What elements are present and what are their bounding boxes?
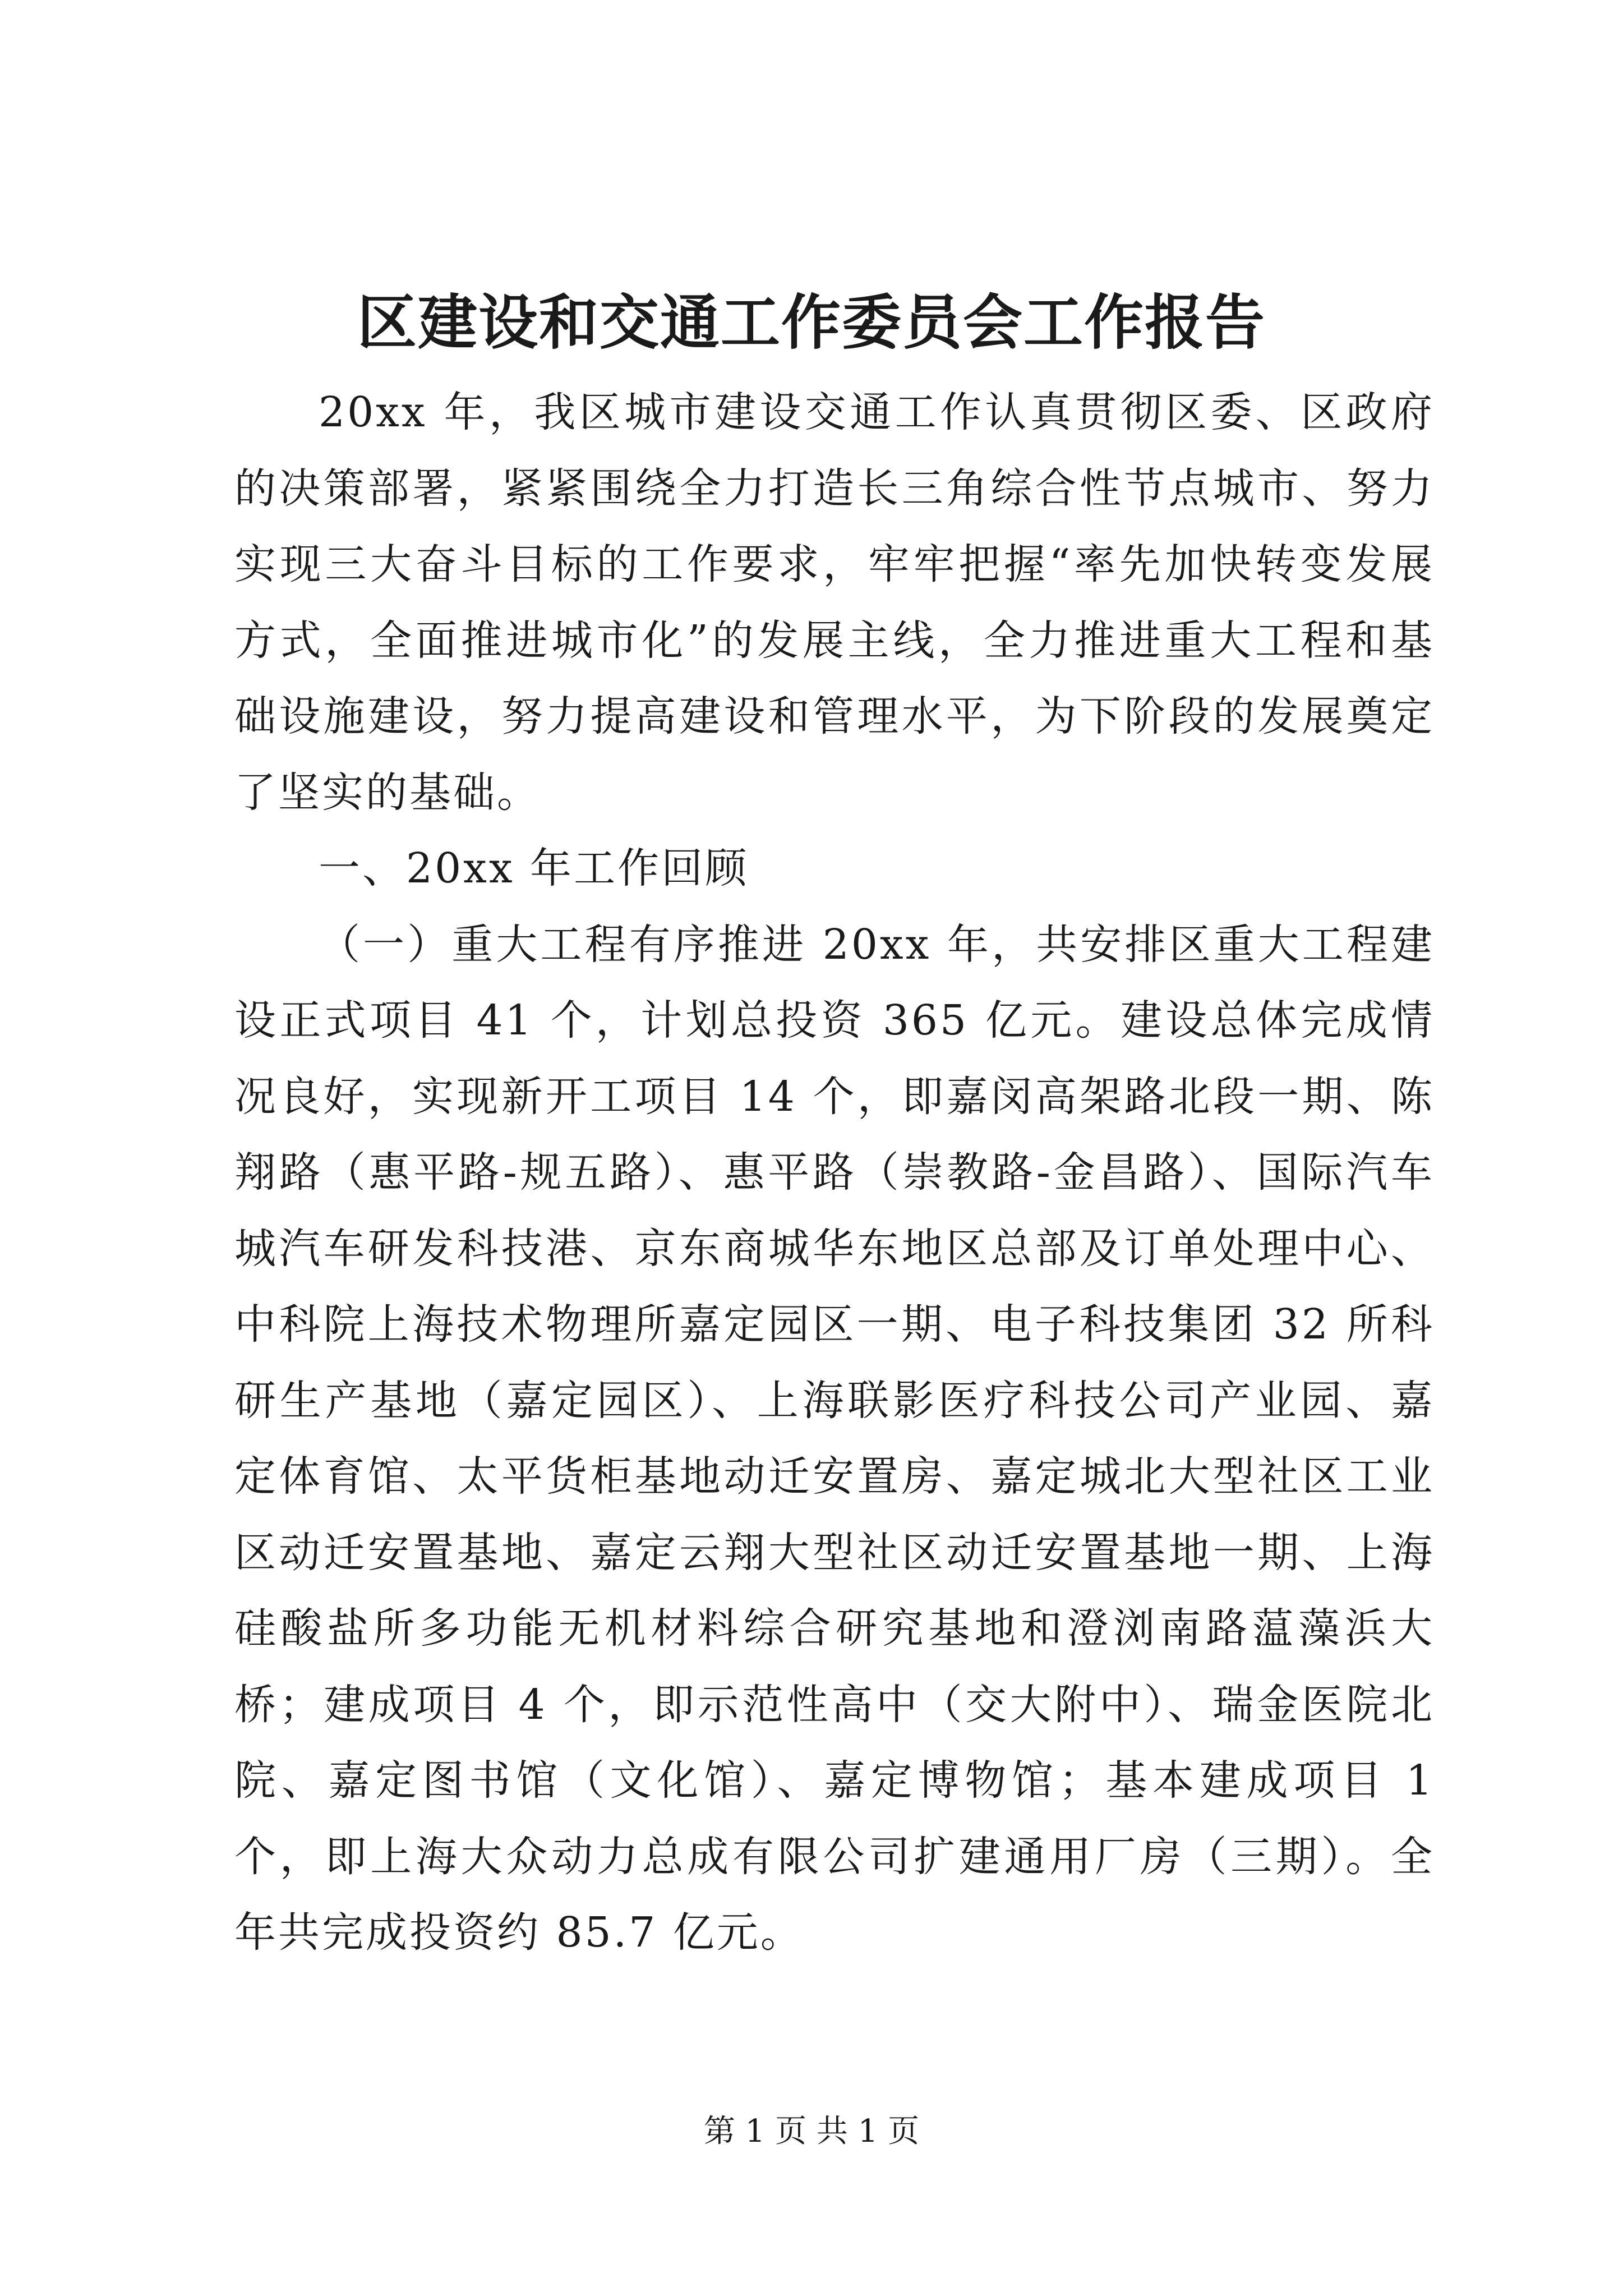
document-body	[234, 375, 1435, 1971]
page-footer: 第 1 页 共 1 页	[703, 2113, 920, 2150]
section-paragraph: （一）重大工程有序推进 20xx 年，共安排区重大工程建设正式项目 41 个，计划总投资 365 亿元。建设总体完成情况良好，实现新开工项目 14 个，即嘉闵高架路北段一期、陈翔路（惠平路-规五路）、惠平路（崇教路-金昌路）、国际汽车城汽车研发科技港、京东商城华东地区总部及订单处理中心、中科院上海技术物理所嘉定园区一期、电子科技集团 32 所科研生产基地（嘉定园区）、上海联影医疗科技公司产业园、嘉定体育馆、太平货柜基地动迁安置房、嘉定城北大型社区工业区动迁安置基地、嘉定云翔大型社区动迁安置基地一期、上海硅酸盐所多功能无机材料综合研究基地和澄浏南路蕰藻浜大桥；建成项目 4 个，即示范性高中（交大附中）、瑞金医院北院、嘉定图书馆（文化馆）、嘉定博物馆；基本建成项目 1 个，即上海大众动力总成有限公司扩建通用厂房（三期）。全年共完成投资约 85.7 亿元。	[234, 920, 1435, 1957]
intro-paragraph: 20xx 年，我区城市建设交通工作认真贯彻区委、区政府的决策部署，紧紧围绕全力打造长三角综合性节点城市、努力实现三大奋斗目标的工作要求，牢牢把握“率先加快转变发展方式，全面推进城市化”的发展主线，全力推进重大工程和基础设施建设，努力提高建设和管理水平，为下阶段的发展奠定了坚实的基础。	[234, 388, 1435, 817]
document-title: 区建设和交通工作委员会工作报告	[357, 287, 1266, 357]
section-heading: 一、20xx 年工作回顾	[319, 844, 749, 892]
